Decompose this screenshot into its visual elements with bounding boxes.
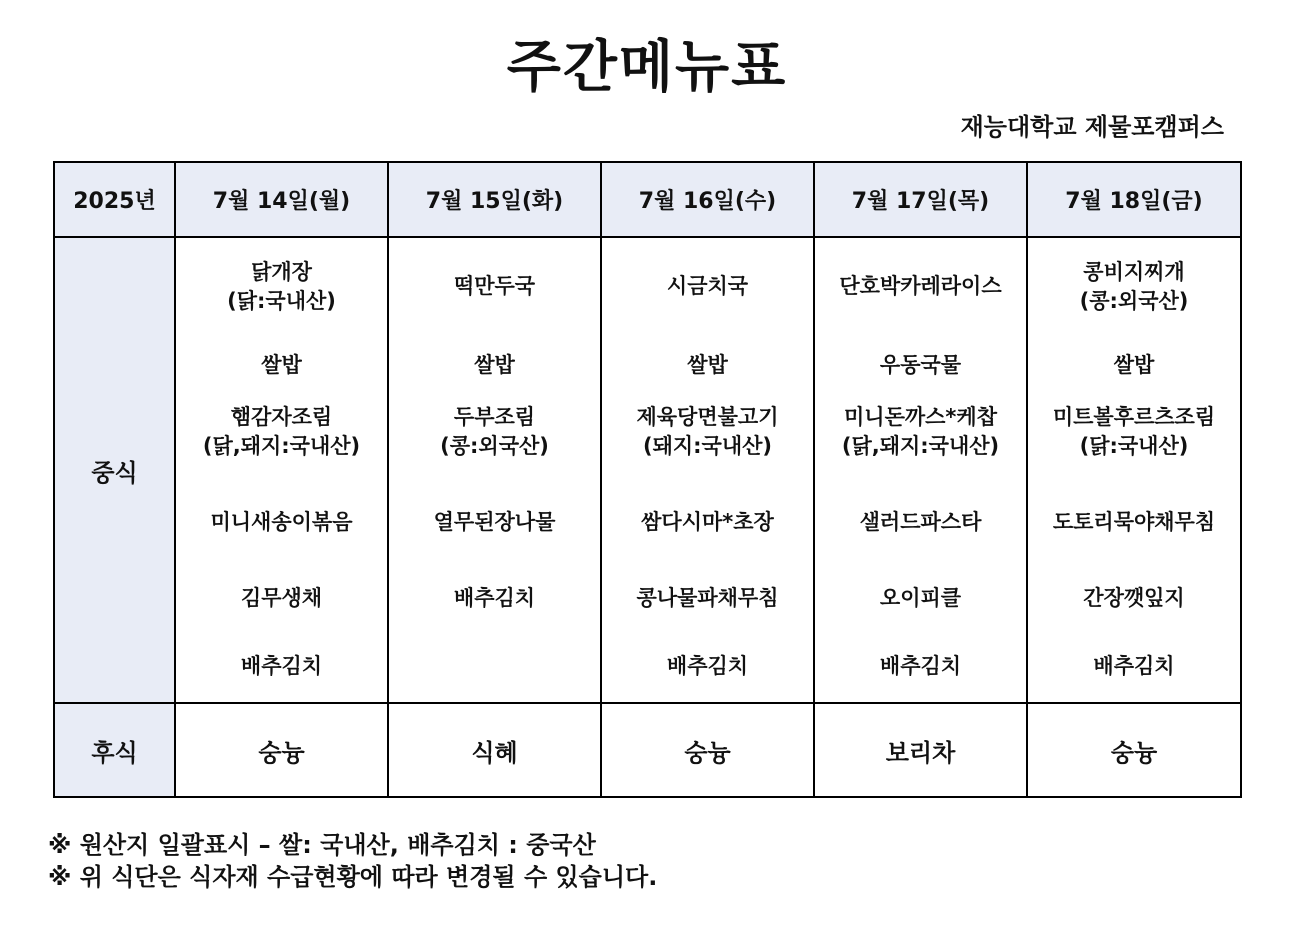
- side-dish-2: 간장깻잎지: [1083, 586, 1185, 610]
- main-origin: (닭:국내산): [1079, 434, 1189, 458]
- main-origin: (닭,돼지:국내산): [841, 434, 1000, 458]
- side-dish-2: 배추김치: [453, 586, 536, 610]
- lunch-row: [54, 237, 1241, 703]
- soup: 닭개장: [251, 260, 312, 284]
- main-origin: (돼지:국내산): [642, 434, 772, 458]
- weekly-menu-table: [53, 161, 1242, 798]
- side-dish: 열무된장나물: [433, 510, 556, 534]
- main-dish: 미니돈까스*케찹: [844, 405, 997, 429]
- main-dish: 두부조림: [453, 405, 536, 429]
- day-header: 7월 15일(화): [388, 162, 601, 237]
- lunch-cell: [1027, 237, 1241, 703]
- lunch-cell: [388, 237, 601, 703]
- dessert-label: 후식: [54, 703, 175, 797]
- soup-origin: (콩:외국산): [1079, 289, 1189, 313]
- soup-origin: (닭:국내산): [227, 289, 336, 313]
- side-dish-2: 김무생채: [240, 586, 323, 610]
- page-title: 주간메뉴표: [506, 35, 788, 100]
- year-header: 2025년: [54, 162, 175, 237]
- dessert-cell: 식혜: [388, 703, 601, 797]
- origin-note: ※ 원산지 일괄표시 – 쌀: 국내산, 배추김치 : 중국산: [48, 831, 596, 859]
- kimchi: 배추김치: [1093, 654, 1175, 678]
- side-dish: 도토리묵야채무침: [1052, 510, 1216, 534]
- kimchi: 배추김치: [240, 654, 323, 678]
- rice: 쌀밥: [261, 353, 302, 377]
- main-dish: 미트볼후르츠조림: [1052, 405, 1216, 429]
- header-row: [54, 162, 1241, 237]
- lunch-cell: [814, 237, 1027, 703]
- dessert-cell: 보리차: [814, 703, 1027, 797]
- rice: 쌀밥: [1113, 353, 1155, 377]
- dessert-cell: 숭늉: [1027, 703, 1241, 797]
- side-dish-2: 오이피클: [879, 586, 962, 610]
- soup: 콩비지찌개: [1083, 260, 1185, 284]
- lunch-label: 중식: [54, 237, 175, 703]
- soup: 단호박카레라이스: [839, 274, 1002, 298]
- soup: 시금치국: [666, 274, 749, 298]
- kimchi: 배추김치: [666, 654, 749, 678]
- kimchi: 배추김치: [879, 654, 962, 678]
- dessert-cell: 숭늉: [175, 703, 388, 797]
- side-dish: 샐러드파스타: [859, 510, 982, 534]
- soup: 떡만두국: [453, 274, 536, 298]
- day-header: 7월 18일(금): [1027, 162, 1241, 237]
- dessert-cell: 숭늉: [601, 703, 814, 797]
- lunch-cell: [175, 237, 388, 703]
- day-header: 7월 16일(수): [601, 162, 814, 237]
- campus-name: 재능대학교 제물포캠퍼스: [960, 113, 1224, 141]
- rice: 쌀밥: [687, 353, 728, 377]
- main-origin: (콩:외국산): [440, 434, 549, 458]
- change-note: ※ 위 식단은 식자재 수급현황에 따라 변경될 수 있습니다.: [48, 863, 658, 891]
- main-origin: (닭,돼지:국내산): [202, 434, 361, 458]
- notes: [48, 829, 657, 893]
- side-dish: 쌈다시마*초장: [641, 510, 774, 534]
- main-dish: 햄감자조림: [230, 405, 333, 429]
- main-dish: 제육당면불고기: [636, 405, 779, 429]
- dessert-row: [54, 703, 1241, 797]
- day-header: 7월 17일(목): [814, 162, 1027, 237]
- side-dish-2: 콩나물파채무침: [636, 586, 779, 610]
- side-dish: 미니새송이볶음: [210, 510, 353, 534]
- day-header: 7월 14일(월): [175, 162, 388, 237]
- rice: 쌀밥: [474, 353, 515, 377]
- soup-broth: 우동국물: [879, 353, 962, 377]
- lunch-cell: [601, 237, 814, 703]
